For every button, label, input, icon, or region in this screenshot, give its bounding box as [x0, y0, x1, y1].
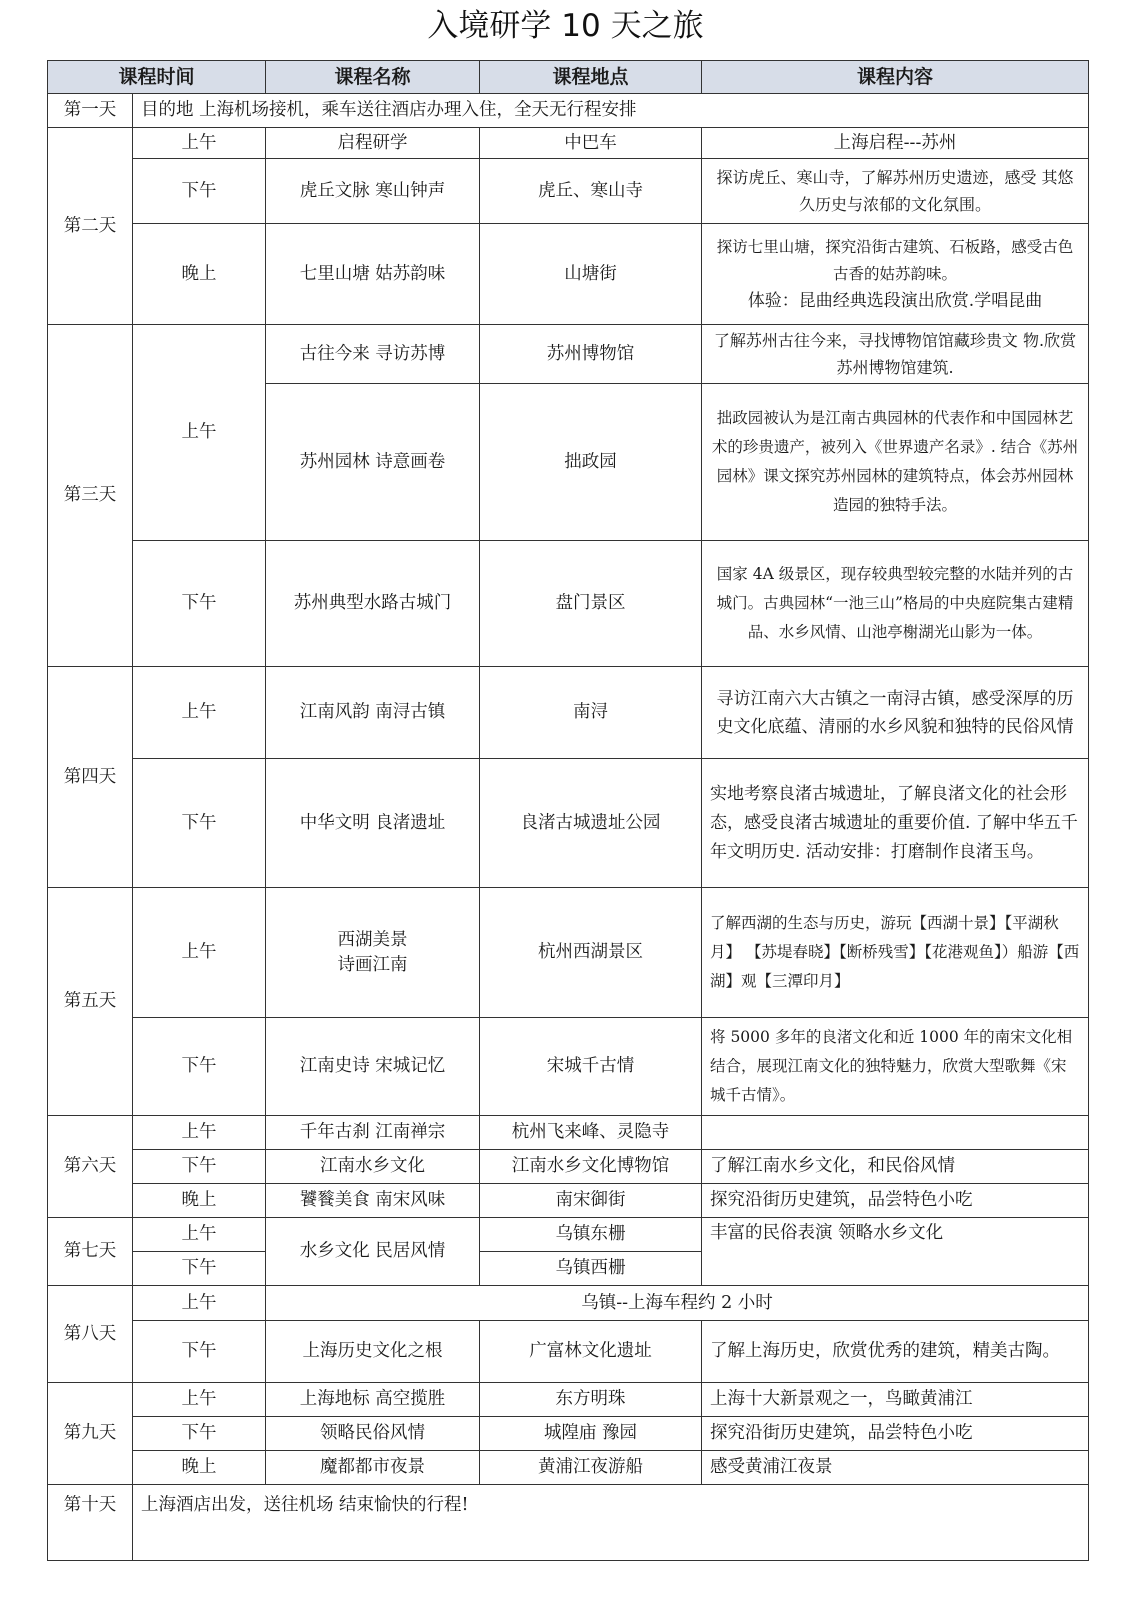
- itinerary-table: [47, 60, 1089, 1561]
- course-name: 苏州园林 诗意画卷: [266, 384, 480, 541]
- course-content: [702, 224, 1089, 325]
- session-time: 上午: [133, 1383, 266, 1417]
- course-content: 拙政园被认为是江南古典园林的代表作和中国园林艺术的珍贵遗产，被列入《世界遗产名录》. 结合《苏州园林》课文探究苏州园林的建筑特点，体会苏州园林造园的独特手法。: [702, 384, 1089, 541]
- day-label: 第六天: [48, 1116, 133, 1218]
- session-time: 上午: [133, 1116, 266, 1150]
- course-name: 中华文明 良渚遗址: [266, 759, 480, 888]
- table-row: [48, 1485, 1089, 1561]
- table-row: [48, 1286, 1089, 1321]
- course-content: 实地考察良渚古城遗址，了解良渚文化的社会形态，感受良渚古城遗址的重要价值. 了解中华五千年文明历史. 活动安排：打磨制作良渚玉鸟。: [702, 759, 1089, 888]
- session-time: 下午: [133, 1018, 266, 1116]
- course-content: 探究沿街历史建筑，品尝特色小吃: [702, 1417, 1089, 1451]
- header-row: [48, 61, 1089, 94]
- course-name: 苏州典型水路古城门: [266, 541, 480, 667]
- day-label: 第八天: [48, 1286, 133, 1383]
- course-place: 南宋御街: [480, 1184, 702, 1218]
- course-place: 良渚古城遗址公园: [480, 759, 702, 888]
- course-place: 杭州飞来峰、灵隐寺: [480, 1116, 702, 1150]
- table-row: [48, 1321, 1089, 1383]
- course-content: 了解苏州古往今来，寻找博物馆馆藏珍贵文 物.欣赏苏州博物馆建筑.: [702, 325, 1089, 384]
- course-place: 乌镇西栅: [480, 1252, 702, 1286]
- session-time: 晚上: [133, 1184, 266, 1218]
- table-row: [48, 94, 1089, 128]
- content-experience: 体验：昆曲经典选段演出欣赏.学唱昆曲: [747, 290, 1043, 311]
- course-name: 上海历史文化之根: [266, 1321, 480, 1383]
- day-label: 第七天: [48, 1218, 133, 1286]
- table-row: [48, 1218, 1089, 1252]
- course-content: [702, 1116, 1089, 1150]
- session-time: 下午: [133, 1417, 266, 1451]
- course-place: 黄浦江夜游船: [480, 1451, 702, 1485]
- course-content: 将 5000 多年的良渚文化和近 1000 年的南宋文化相结合，展现江南文化的独特魅力，欣赏大型歌舞《宋城千古情》。: [702, 1018, 1089, 1116]
- day-note: 目的地 上海机场接机，乘车送往酒店办理入住，全天无行程安排: [133, 94, 1089, 128]
- course-content: 上海十大新景观之一，鸟瞰黄浦江: [702, 1383, 1089, 1417]
- session-time: 上午: [133, 888, 266, 1018]
- session-time: 上午: [133, 325, 266, 541]
- course-name: 七里山塘 姑苏韵味: [266, 224, 480, 325]
- course-place: 宋城千古情: [480, 1018, 702, 1116]
- course-content: 探访虎丘、寒山寺，了解苏州历史遗迹，感受 其悠久历史与浓郁的文化氛围。: [702, 159, 1089, 224]
- day-label: 第五天: [48, 888, 133, 1116]
- session-time: 上午: [133, 667, 266, 759]
- course-place: 广富林文化遗址: [480, 1321, 702, 1383]
- course-name: [266, 888, 480, 1018]
- day-label: 第四天: [48, 667, 133, 888]
- table-row: [48, 1116, 1089, 1150]
- header-time: 课程时间: [48, 61, 266, 94]
- session-time: 下午: [133, 1252, 266, 1286]
- course-name: 古往今来 寻访苏博: [266, 325, 480, 384]
- course-name: 启程研学: [266, 128, 480, 159]
- session-time: 下午: [133, 1150, 266, 1184]
- header-name: 课程名称: [266, 61, 480, 94]
- day-label: 第二天: [48, 128, 133, 325]
- course-name: 上海地标 高空揽胜: [266, 1383, 480, 1417]
- course-name-line2: 诗画江南: [337, 954, 408, 975]
- course-place: 东方明珠: [480, 1383, 702, 1417]
- table-row: [48, 1451, 1089, 1485]
- page-title: 入境研学 10 天之旅: [427, 8, 704, 44]
- course-name: 千年古刹 江南禅宗: [266, 1116, 480, 1150]
- content-text: 探访七里山塘，探究沿街古建筑、石板路，感受古色古香的姑苏韵味。: [716, 237, 1074, 283]
- day-label: 第十天: [48, 1485, 133, 1561]
- session-time: 晚上: [133, 1451, 266, 1485]
- table-row: [48, 128, 1089, 159]
- table-row: [48, 1018, 1089, 1116]
- day-label: 第九天: [48, 1383, 133, 1485]
- table-row: [48, 325, 1089, 384]
- session-time: 下午: [133, 541, 266, 667]
- day-note: 上海酒店出发，送往机场 结束愉快的行程!: [133, 1485, 1089, 1561]
- table-row: [48, 667, 1089, 759]
- course-place: 江南水乡文化博物馆: [480, 1150, 702, 1184]
- table-row: [48, 1383, 1089, 1417]
- transfer-note: 乌镇--上海车程约 2 小时: [266, 1286, 1089, 1321]
- course-content: 了解西湖的生态与历史，游玩【西湖十景】【平湖秋月】 【苏堤春晓】【断桥残雪】【花港观鱼】）船游【西湖】观【三潭印月】: [702, 888, 1089, 1018]
- session-time: 上午: [133, 1286, 266, 1321]
- course-place: 山塘街: [480, 224, 702, 325]
- table-row: [48, 1184, 1089, 1218]
- course-place: 虎丘、寒山寺: [480, 159, 702, 224]
- course-name: 饕餮美食 南宋风味: [266, 1184, 480, 1218]
- session-time: 下午: [133, 159, 266, 224]
- course-place: 乌镇东栅: [480, 1218, 702, 1252]
- course-place: 城隍庙 豫园: [480, 1417, 702, 1451]
- course-name: 江南水乡文化: [266, 1150, 480, 1184]
- table-row: [48, 1417, 1089, 1451]
- course-content: 国家 4A 级景区，现存较典型较完整的水陆并列的古城门。古典园林“一池三山”格局的中央庭院集古建精品、水乡风情、山池亭榭湖光山影为一体。: [702, 541, 1089, 667]
- course-name: 水乡文化 民居风情: [266, 1218, 480, 1286]
- course-place: 南浔: [480, 667, 702, 759]
- course-place: 杭州西湖景区: [480, 888, 702, 1018]
- table-row: [48, 224, 1089, 325]
- course-name: 虎丘文脉 寒山钟声: [266, 159, 480, 224]
- course-name: 领略民俗风情: [266, 1417, 480, 1451]
- table-row: [48, 759, 1089, 888]
- course-name: 江南史诗 宋城记忆: [266, 1018, 480, 1116]
- course-content: 感受黄浦江夜景: [702, 1451, 1089, 1485]
- session-time: 上午: [133, 1218, 266, 1252]
- course-place: 苏州博物馆: [480, 325, 702, 384]
- session-time: 上午: [133, 128, 266, 159]
- course-content: 探究沿街历史建筑，品尝特色小吃: [702, 1184, 1089, 1218]
- course-content: 上海启程---苏州: [702, 128, 1089, 159]
- table-row: [48, 159, 1089, 224]
- course-content: 丰富的民俗表演 领略水乡文化: [702, 1218, 1089, 1286]
- course-place: 中巴车: [480, 128, 702, 159]
- course-content: 了解江南水乡文化，和民俗风情: [702, 1150, 1089, 1184]
- header-content: 课程内容: [702, 61, 1089, 94]
- day-label: 第一天: [48, 94, 133, 128]
- session-time: 晚上: [133, 224, 266, 325]
- course-name-line1: 西湖美景: [337, 929, 408, 950]
- session-time: 下午: [133, 759, 266, 888]
- course-content: 寻访江南六大古镇之一南浔古镇，感受深厚的历史文化底蕴、清丽的水乡风貌和独特的民俗风情: [702, 667, 1089, 759]
- course-content: 了解上海历史，欣赏优秀的建筑，精美古陶。: [702, 1321, 1089, 1383]
- table-row: [48, 1150, 1089, 1184]
- table-row: [48, 888, 1089, 1018]
- header-place: 课程地点: [480, 61, 702, 94]
- course-place: 拙政园: [480, 384, 702, 541]
- course-name: 江南风韵 南浔古镇: [266, 667, 480, 759]
- session-time: 下午: [133, 1321, 266, 1383]
- table-row: [48, 541, 1089, 667]
- course-name: 魔都都市夜景: [266, 1451, 480, 1485]
- course-place: 盘门景区: [480, 541, 702, 667]
- day-label: 第三天: [48, 325, 133, 667]
